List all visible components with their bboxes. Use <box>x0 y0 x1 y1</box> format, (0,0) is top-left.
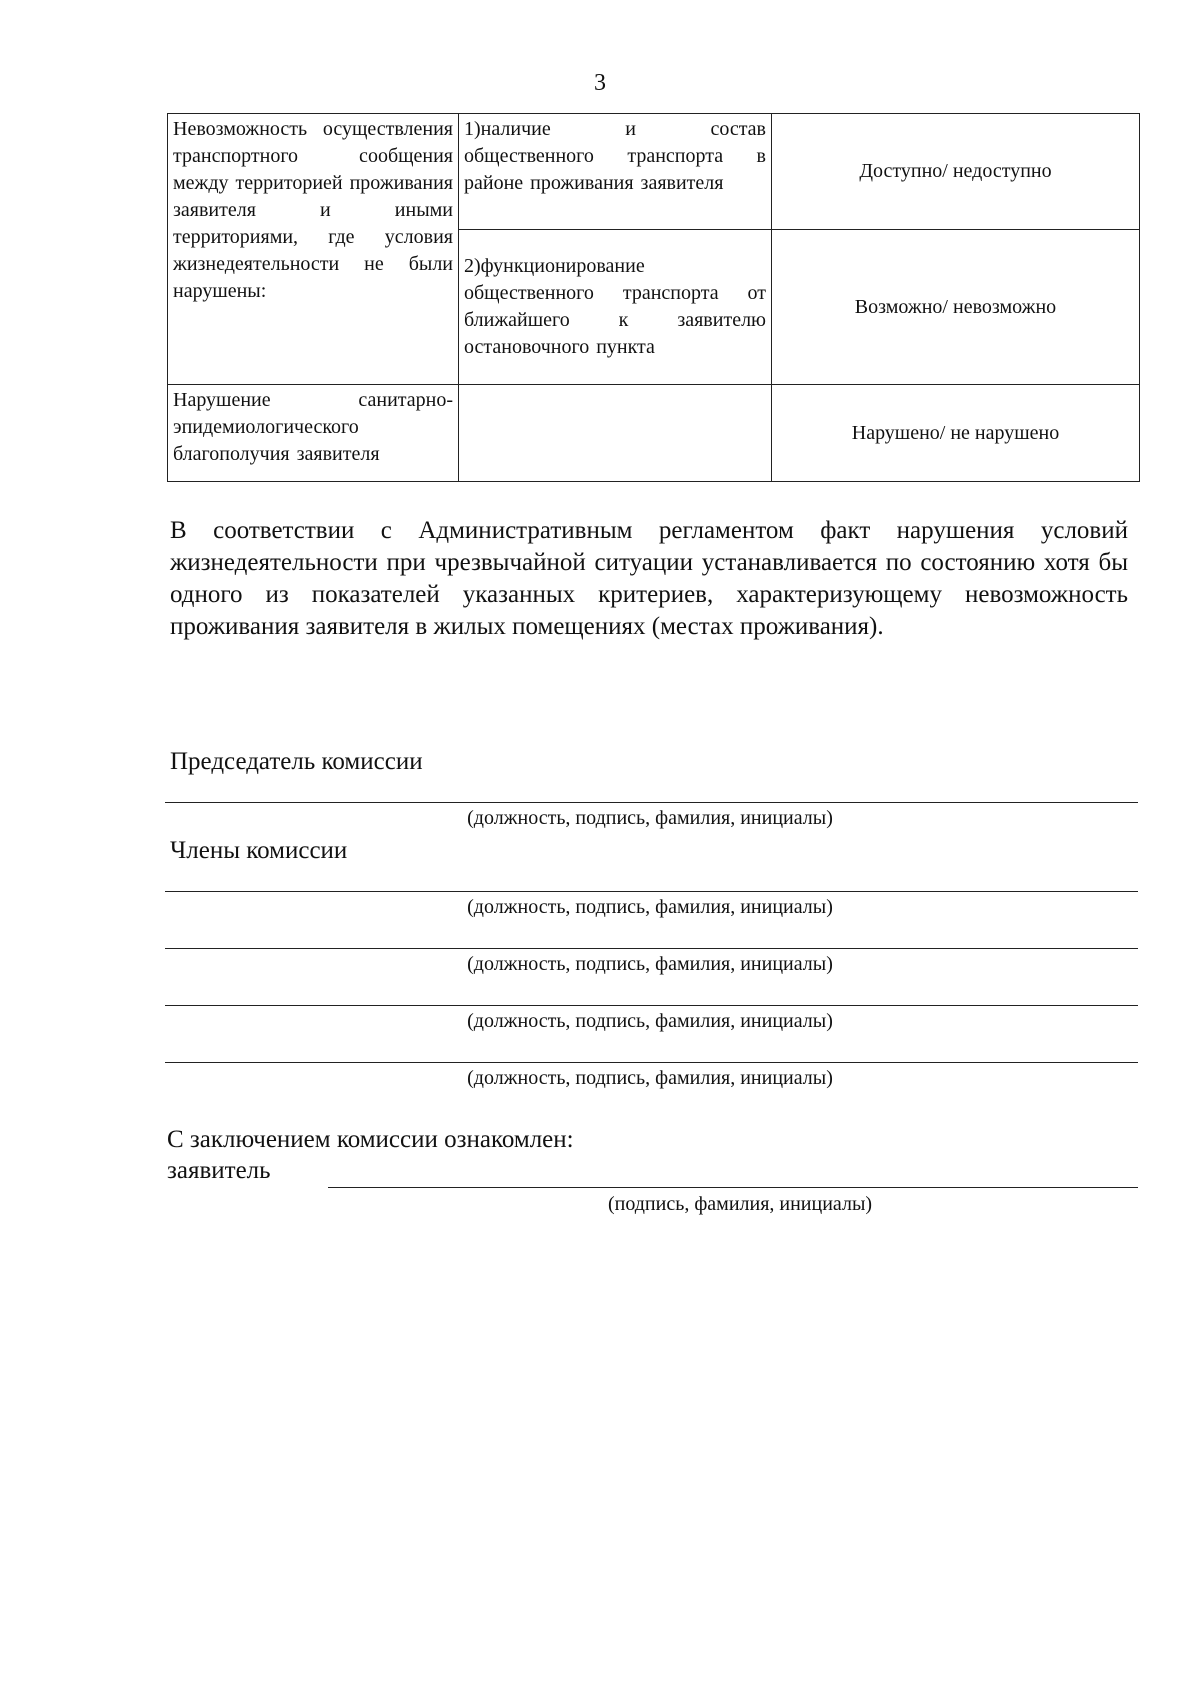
member-signature-line <box>165 948 1138 949</box>
page-number: 3 <box>594 70 606 96</box>
status-sanitary: Нарушено/ не нарушено <box>772 385 1140 482</box>
status-transport-availability: Доступно/ недоступно <box>772 114 1140 230</box>
status-transport-functioning: Возможно/ невозможно <box>772 230 1140 385</box>
indicator-transport-functioning: 2)функционирование общественного транспорта от ближайшего к заявителю остановочного пункта <box>459 230 772 385</box>
signature-caption: (должность, подпись, фамилия, инициалы) <box>467 953 833 975</box>
indicator-transport-availability: 1)наличие и состав общественного транспорта в районе проживания заявителя <box>459 114 772 230</box>
signature-caption: (должность, подпись, фамилия, инициалы) <box>467 807 833 829</box>
table-row <box>168 385 1140 482</box>
indicator-sanitary <box>459 385 772 482</box>
signature-caption: (должность, подпись, фамилия, инициалы) <box>467 896 833 918</box>
members-label: Члены комиссии <box>170 837 348 864</box>
criteria-table <box>167 113 1140 482</box>
signature-caption: (должность, подпись, фамилия, инициалы) <box>467 1067 833 1089</box>
acknowledgement-heading: С заключением комиссии ознакомлен: <box>167 1126 574 1153</box>
member-signature-line <box>165 891 1138 892</box>
criterion-sanitary: Нарушение санитарно-эпидемиологического благополучия заявителя <box>168 385 459 482</box>
member-signature-line <box>165 1062 1138 1063</box>
regulation-paragraph: В соответствии с Административным регламентом факт нарушения условий жизнедеятельности при чрезвычайной ситуации устанавливается по состоянию хотя бы одного из показателей указанных критериев, характеризующему невозможность проживания заявителя в жилых помещениях (местах проживания). <box>170 517 1128 640</box>
member-signature-line <box>165 1005 1138 1006</box>
applicant-signature-line <box>328 1187 1138 1188</box>
chairman-signature-line <box>165 802 1138 803</box>
table-row <box>168 114 1140 230</box>
criterion-transport: Невозможность осуществления транспортного сообщения между территорией проживания заявителя и иными территориями, где условия жизнедеятельности не были нарушены: <box>168 114 459 385</box>
signature-caption: (должность, подпись, фамилия, инициалы) <box>467 1010 833 1032</box>
applicant-caption: (подпись, фамилия, инициалы) <box>607 1193 873 1215</box>
applicant-label: заявитель <box>167 1157 271 1184</box>
chairman-label: Председатель комиссии <box>170 748 423 775</box>
